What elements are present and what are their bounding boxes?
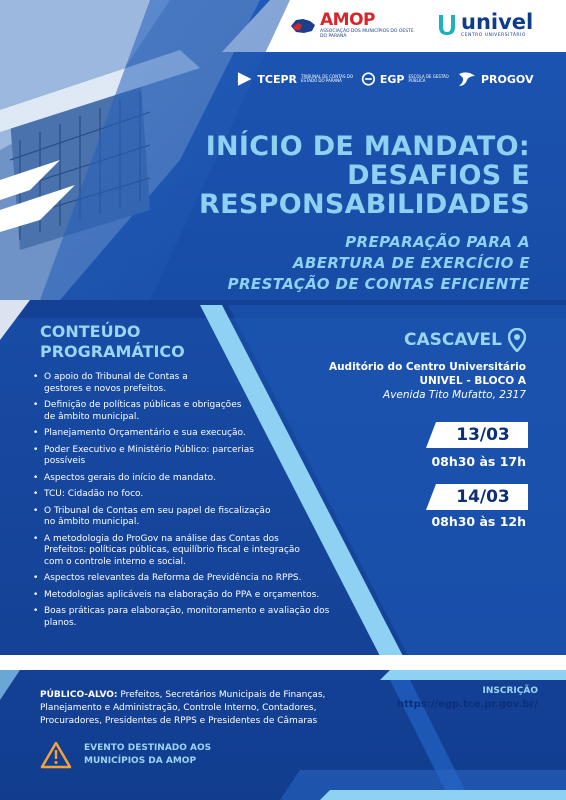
list-item: • Boas práticas para elaboração, monitoramento e avaliação dos planos. <box>30 606 360 629</box>
amop-logo <box>290 12 415 39</box>
egp-subtitle: ESCOLA DE GESTÃO PÚBLICA <box>408 73 449 83</box>
tcepr-icon <box>236 70 253 88</box>
map-pin-icon <box>508 328 526 352</box>
list-item: • Metodologias aplicáveis na elaboração do PPA e orçamentos. <box>30 590 360 602</box>
venue-line-1: Auditório do Centro Universitário <box>328 361 526 373</box>
subtitle <box>228 232 530 295</box>
audience-line-1: Prefeitos, Secretários Municipais de Finanças, <box>120 690 326 700</box>
audience-line-3: Procuradores, Presidentes de RPPS e Presidentes de Câmaras <box>40 716 318 726</box>
venue-line-2: UNIVEL - BLOCO A <box>419 375 526 387</box>
progov-logo <box>457 70 533 88</box>
time-1: 08h30 às 17h <box>431 454 526 469</box>
registration <box>397 686 538 710</box>
list-item: • Poder Executivo e Ministério Público: parcerias possíveis <box>30 445 360 468</box>
notice-line-1: EVENTO DESTINADO AOS <box>84 743 212 753</box>
egp-logo <box>361 70 457 88</box>
city <box>404 328 526 352</box>
target-audience <box>40 689 350 728</box>
univel-name: univel <box>461 10 534 34</box>
time-2: 08h30 às 12h <box>431 514 526 529</box>
parana-map-icon <box>290 17 316 35</box>
subtitle-line-2: ABERTURA DE EXERCÍCIO E <box>292 254 530 272</box>
title-line-2: DESAFIOS E <box>347 160 530 191</box>
city-name: CASCAVEL <box>404 330 502 350</box>
notice-line-2: MUNICÍPIOS DA AMOP <box>84 756 197 766</box>
egp-name: EGP <box>379 72 405 86</box>
egp-icon <box>361 70 376 88</box>
venue <box>329 360 526 402</box>
tcepr-logo <box>236 70 361 88</box>
list-item: • A metodologia do ProGov na análise das Contas dos Prefeitos: políticas públicas, equilíbrio fiscal e integração com o controle interno e social. <box>30 534 360 569</box>
program-heading-line-1: CONTEÚDO <box>40 322 141 341</box>
list-item: • O Tribunal de Contas em seu papel de fiscalização no âmbito municipal. <box>30 506 360 529</box>
list-item: • Planejamento Orçamentário e sua execução. <box>30 428 360 440</box>
audience-label: PÚBLICO-ALVO: <box>40 690 118 700</box>
date-1: 13/03 <box>456 425 510 445</box>
univel-subtitle: CENTRO UNIVERSITÁRIO <box>461 33 526 38</box>
program-heading <box>40 322 185 362</box>
date-2: 14/03 <box>456 487 510 507</box>
tcepr-name: TCEPR <box>257 72 297 86</box>
list-item: • O apoio do Tribunal de Contas a gestores e novos prefeitos. <box>30 372 360 395</box>
topic-list <box>30 372 360 634</box>
tcepr-subtitle: TRIBUNAL DE CONTAS DO ESTADO DO PARANÁ <box>301 73 354 83</box>
progov-name: PROGOV <box>481 72 534 86</box>
program-heading-line-2: PROGRAMÁTICO <box>40 342 185 361</box>
partner-logos <box>236 70 533 88</box>
audience-line-2: Planejamento e Administração, Controle Interno, Contadores, <box>40 703 317 713</box>
subtitle-line-1: PREPARAÇÃO PARA A <box>345 233 530 251</box>
list-item: • Aspectos relevantes da Reforma de Previdência no RPPS. <box>30 573 360 585</box>
registration-label: INSCRIÇÃO <box>482 686 538 696</box>
list-item: • Aspectos gerais do início de mandato. <box>30 473 360 485</box>
amop-subtitle: ASSOCIAÇÃO DOS MUNICÍPIOS DO OESTE DO PARANÁ <box>320 29 414 39</box>
title-line-1: INÍCIO DE MANDATO: <box>205 131 530 162</box>
progov-icon <box>457 70 477 88</box>
warning-icon <box>40 741 72 769</box>
event-notice <box>40 741 211 769</box>
univel-mark-icon <box>437 13 457 37</box>
subtitle-line-3: PRESTAÇÃO DE CONTAS EFICIENTE <box>227 275 530 293</box>
main-title <box>199 132 530 219</box>
list-item: • Definição de políticas públicas e obrigações de âmbito municipal. <box>30 400 360 423</box>
list-item: • TCU: Cidadão no foco. <box>30 489 360 501</box>
amop-name: AMOP <box>320 10 375 30</box>
title-line-3: RESPONSABILIDADES <box>199 189 530 220</box>
venue-address: Avenida Tito Mufatto, 2317 <box>383 389 526 401</box>
registration-link[interactable]: https://egp.tce.pr.gov.br/ <box>396 699 538 710</box>
univel-logo <box>437 12 533 38</box>
